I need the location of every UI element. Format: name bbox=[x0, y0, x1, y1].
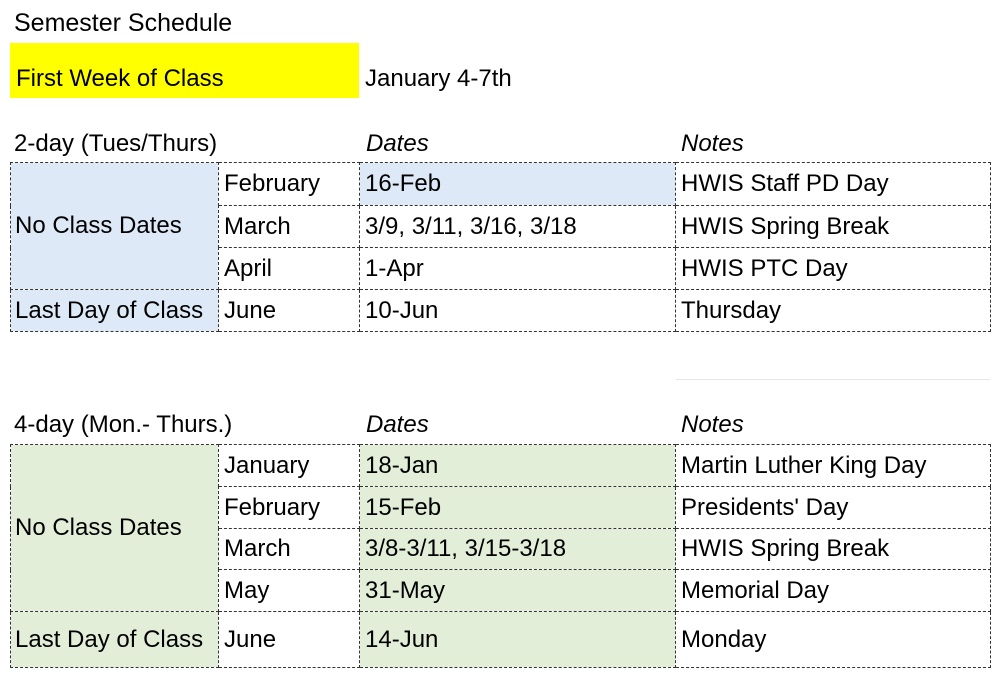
notes-cell: Presidents' Day bbox=[676, 487, 991, 529]
first-week-label: First Week of Class bbox=[16, 65, 224, 92]
no-class-dates-label: No Class Dates bbox=[11, 445, 219, 612]
table1-header: 2-day (Tues/Thurs) bbox=[14, 130, 218, 157]
notes-cell: HWIS Spring Break bbox=[676, 206, 991, 248]
dates-cell: 16-Feb bbox=[360, 163, 676, 206]
table2-notes-header: Notes bbox=[681, 411, 744, 438]
notes-cell: Martin Luther King Day bbox=[676, 445, 991, 487]
dates-cell: 10-Jun bbox=[360, 290, 676, 332]
page-title: Semester Schedule bbox=[14, 9, 233, 37]
dates-cell: 31-May bbox=[360, 570, 676, 612]
notes-cell: Monday bbox=[676, 612, 991, 668]
dates-cell: 3/8-3/11, 3/15-3/18 bbox=[360, 529, 676, 570]
notes-cell: HWIS PTC Day bbox=[676, 248, 991, 290]
month-cell: February bbox=[219, 487, 360, 529]
month-cell: June bbox=[219, 290, 360, 332]
month-cell: June bbox=[219, 612, 360, 668]
notes-cell: Memorial Day bbox=[676, 570, 991, 612]
last-day-label: Last Day of Class bbox=[11, 612, 219, 668]
dates-cell: 14-Jun bbox=[360, 612, 676, 668]
dates-cell: 3/9, 3/11, 3/16, 3/18 bbox=[360, 206, 676, 248]
table-row bbox=[11, 163, 991, 206]
month-cell: March bbox=[219, 206, 360, 248]
dates-cell: 18-Jan bbox=[360, 445, 676, 487]
divider bbox=[676, 379, 990, 380]
table1-dates-header: Dates bbox=[366, 130, 429, 157]
table-row bbox=[11, 612, 991, 668]
month-cell: May bbox=[219, 570, 360, 612]
notes-cell: HWIS Spring Break bbox=[676, 529, 991, 570]
last-day-label: Last Day of Class bbox=[11, 290, 219, 332]
month-cell: March bbox=[219, 529, 360, 570]
no-class-dates-label: No Class Dates bbox=[11, 163, 219, 290]
notes-cell: HWIS Staff PD Day bbox=[676, 163, 991, 206]
table-row bbox=[11, 445, 991, 487]
four-day-schedule-table bbox=[10, 444, 991, 668]
table2-dates-header: Dates bbox=[366, 411, 429, 438]
first-week-dates: January 4-7th bbox=[365, 65, 512, 92]
table-row bbox=[11, 290, 991, 332]
two-day-schedule-table bbox=[10, 162, 991, 332]
dates-cell: 1-Apr bbox=[360, 248, 676, 290]
month-cell: February bbox=[219, 163, 360, 206]
table2-header: 4-day (Mon.- Thurs.) bbox=[14, 411, 233, 438]
month-cell: April bbox=[219, 248, 360, 290]
dates-cell: 15-Feb bbox=[360, 487, 676, 529]
table1-notes-header: Notes bbox=[681, 130, 744, 157]
month-cell: January bbox=[219, 445, 360, 487]
notes-cell: Thursday bbox=[676, 290, 991, 332]
